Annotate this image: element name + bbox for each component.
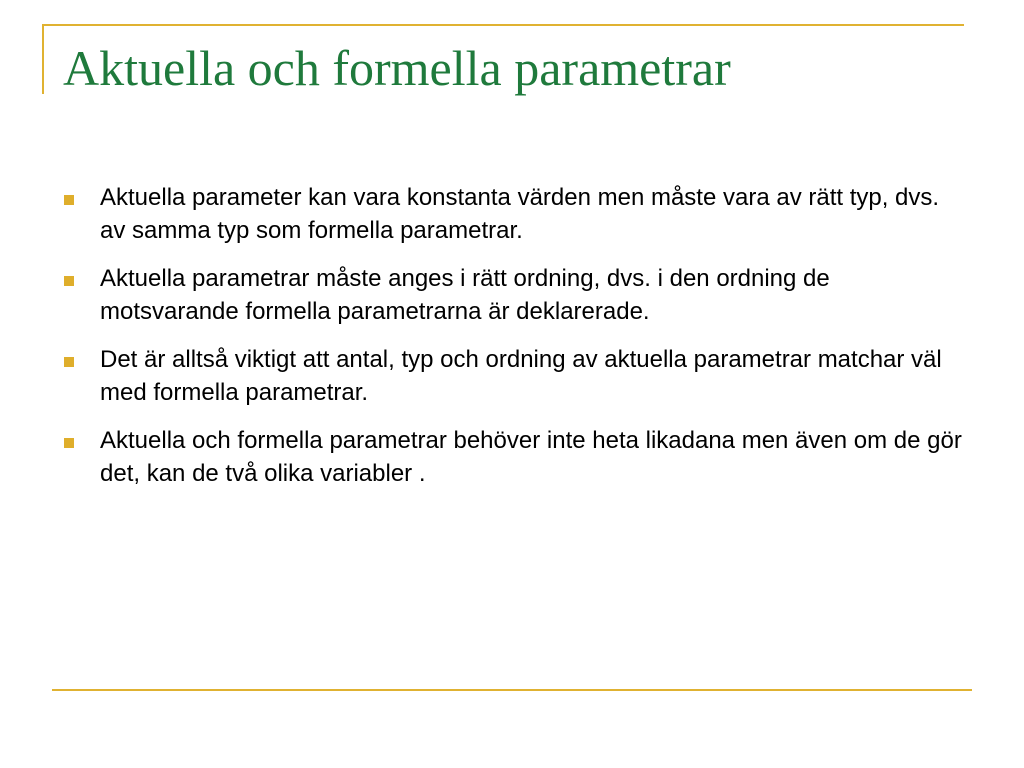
bullet-list [64, 181, 964, 505]
square-bullet-icon [64, 438, 74, 448]
bullet-text: Det är alltså viktigt att antal, typ och ordning av aktuella parametrar matchar väl med formella parametrar. [100, 346, 942, 406]
bullet-item-1 [64, 181, 964, 247]
bullet-item-4 [64, 424, 964, 490]
bottom-accent-line [52, 689, 972, 691]
square-bullet-icon [64, 195, 74, 205]
top-accent-line [42, 24, 964, 26]
left-accent-line [42, 24, 44, 94]
slide-title: Aktuella och formella parametrar [63, 40, 731, 96]
bullet-text: Aktuella och formella parametrar behöver inte heta likadana men även om de gör det, kan de två olika variabler . [100, 427, 962, 487]
bullet-item-3 [64, 343, 964, 409]
bullet-text: Aktuella parametrar måste anges i rätt ordning, dvs. i den ordning de motsvarande formella parametrarna är deklarerade. [100, 265, 830, 325]
square-bullet-icon [64, 276, 74, 286]
bullet-item-2 [64, 262, 964, 328]
bullet-text: Aktuella parameter kan vara konstanta värden men måste vara av rätt typ, dvs. av samma typ som formella parametrar. [100, 184, 940, 244]
square-bullet-icon [64, 357, 74, 367]
